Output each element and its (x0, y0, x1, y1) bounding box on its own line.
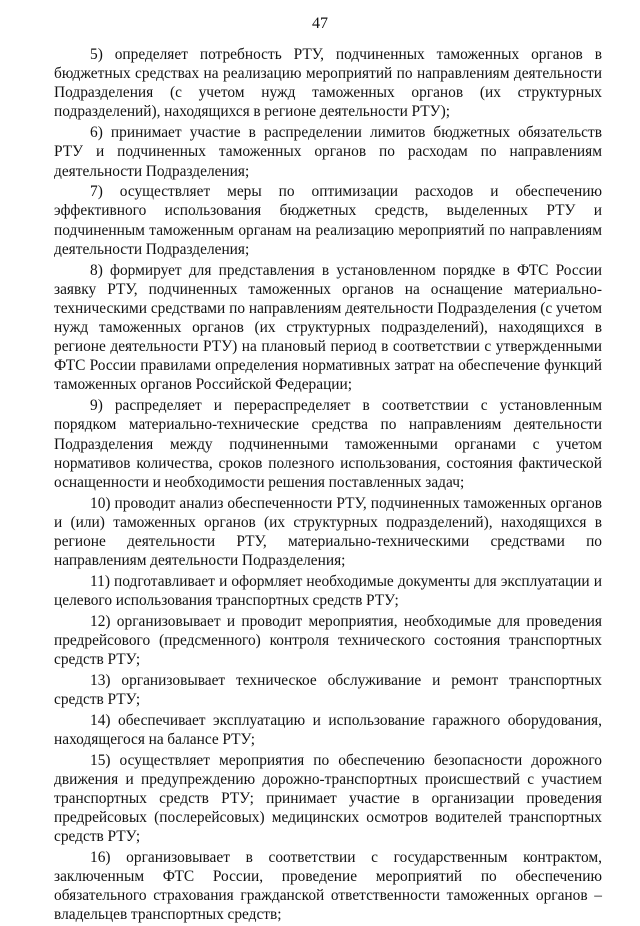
paragraph-item-15: 15) осуществляет мероприятия по обеспечению безопасности дорожного движения и предупреждению дорожно-транспортных происшествий с участием транспортных средств РТУ; принимает участие в организации проведения предрейсовых (послерейсовых) медицинских осмотров водителей транспортных средств РТУ; (54, 751, 602, 846)
paragraph-item-10: 10) проводит анализ обеспеченности РТУ, подчиненных таможенных органов и (или) таможенных органов (их структурных подразделений), находящихся в регионе деятельности РТУ, материально-техническими средствами по направлениям деятельности Подразделения; (54, 494, 602, 570)
paragraph-item-6: 6) принимает участие в распределении лимитов бюджетных обязательств РТУ и подчиненных таможенных органов по расходам по направлениям деятельности Подразделения; (54, 124, 602, 180)
paragraph-item-14: 14) обеспечивает эксплуатацию и использование гаражного оборудования, находящегося на балансе РТУ; (54, 711, 602, 748)
paragraph-item-9: 9) распределяет и перераспределяет в соответствии с установленным порядком материально-технические средства по направлениям деятельности Подразделения между подчиненными таможенными органами с учетом нормативов количества, сроков полезного использования, состояния фактической оснащенности и необходимости решения поставленных задач; (54, 397, 602, 491)
paragraph-item-13: 13) организовывает техническое обслуживание и ремонт транспортных средств РТУ; (54, 671, 602, 708)
paragraph-item-11: 11) подготавливает и оформляет необходимые документы для эксплуатации и целевого использования транспортных средств РТУ; (54, 572, 602, 609)
paragraph-item-16: 16) организовывает в соответствии с государственным контрактом, заключенным ФТС России, проведение мероприятий по обеспечению обязательного страхования гражданской ответственности таможенных органов – владельцев транспортных средств; (54, 848, 602, 924)
document-body (54, 45, 602, 926)
paragraph-item-7: 7) осуществляет меры по оптимизации расходов и обеспечению эффективного использования бюджетных средств, выделенных РТУ и подчиненным таможенным органам на реализацию мероприятий по направлениям деятельности Подразделения; (54, 183, 602, 258)
paragraph-item-5: 5) определяет потребность РТУ, подчиненных таможенных органов в бюджетных средствах на реализацию мероприятий по направлениям деятельности Подразделения (с учетом нужд таможенных органов (их структурных подразделений), находящихся в регионе деятельности РТУ); (54, 46, 602, 121)
page-number: 47 (312, 15, 328, 32)
paragraph-item-12: 12) организовывает и проводит мероприятия, необходимые для проведения предрейсового (предсменного) контроля технического состояния транспортных средств РТУ; (54, 612, 602, 668)
paragraph-item-8: 8) формирует для представления в установленном порядке в ФТС России заявку РТУ, подчиненных таможенных органов на оснащение материально-техническими средствами по направлениям деятельности Подразделения (с учетом нужд таможенных органов (их структурных подразделений), находящихся в регионе деятельности РТУ) на плановый период в соответствии с утвержденными ФТС России правилами определения нормативных затрат на обеспечение функций таможенных органов Российской Федерации; (54, 261, 602, 394)
